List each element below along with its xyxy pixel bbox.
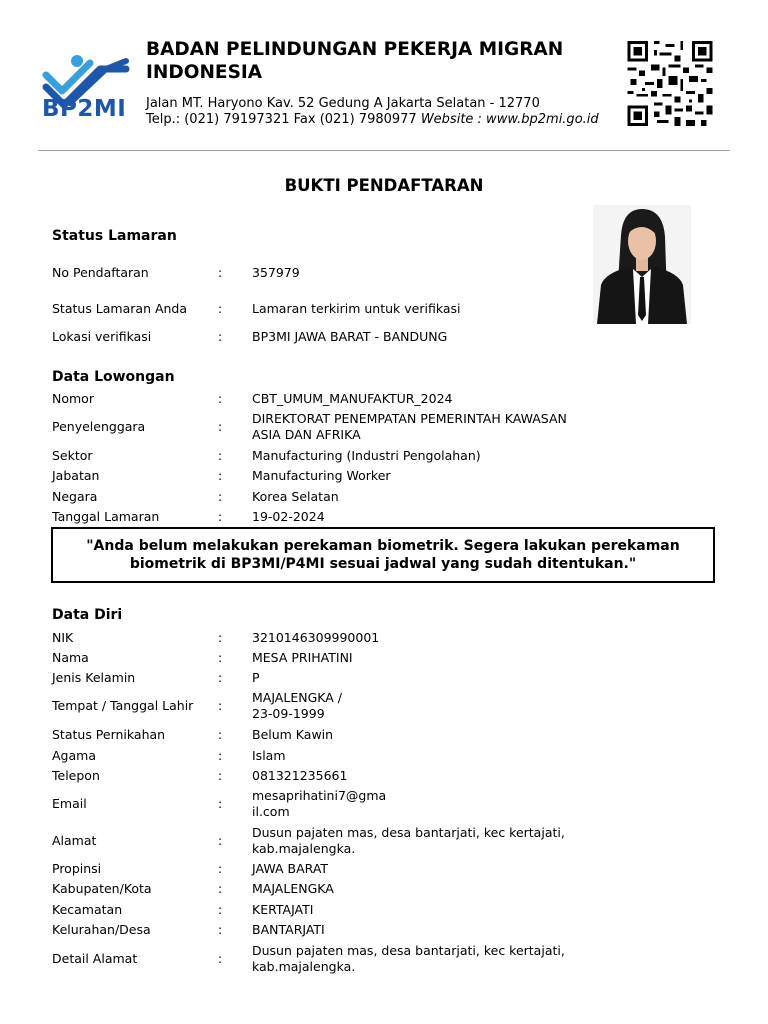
colon: : [218,902,223,917]
section-title-data-diri: Data Diri [52,607,123,623]
value: Korea Selatan [252,489,339,504]
colon: : [218,698,223,713]
colon: : [218,509,223,524]
biometric-notice: "Anda belum melakukan perekaman biometrik. Segera lakukan perekaman biometrik di BP3MI/P4MI sesuai jadwal yang sudah ditentukan." [51,527,715,583]
value: MAJALENGKA [252,881,334,896]
header-divider [38,150,730,151]
value: Dusun pajaten mas, desa bantarjati, kec kertajati, kab.majalengka. [252,943,565,974]
label: Jabatan [52,468,100,483]
organization-name: BADAN PELINDUNGAN PEKERJA MIGRAN INDONESIA [146,39,564,83]
value: P [252,670,260,685]
value: Manufacturing (Industri Pengolahan) [252,448,481,463]
value: KERTAJATI [252,902,314,917]
label: Email [52,796,87,811]
colon: : [218,861,223,876]
website: Website : www.bp2mi.go.id [420,112,599,127]
label: Kecamatan [52,902,123,917]
logo-text: BP2MI [42,96,127,122]
value: BANTARJATI [252,922,325,937]
value: mesaprihatini7@gmail.com [252,788,387,819]
value: 081321235661 [252,768,348,783]
colon: : [218,727,223,742]
value: Islam [252,748,286,763]
value: Lamaran terkirim untuk verifikasi [252,301,461,316]
colon: : [218,881,223,896]
label: NIK [52,630,74,645]
colon: : [218,329,223,344]
label: Agama [52,748,96,763]
label: Telepon [52,768,100,783]
colon: : [218,951,223,966]
value: 19-02-2024 [252,509,325,524]
colon: : [218,419,223,434]
letterhead [0,0,768,150]
colon: : [218,796,223,811]
colon: : [218,301,223,316]
value: MAJALENGKA / 23-09-1999 [252,690,342,721]
label: Nama [52,650,89,665]
label: Nomor [52,391,94,406]
person-photo-icon [593,205,691,324]
colon: : [218,768,223,783]
value: Manufacturing Worker [252,468,391,483]
colon: : [218,630,223,645]
value: 3210146309990001 [252,630,380,645]
value: Belum Kawin [252,727,334,742]
section-title-status-lamaran: Status Lamaran [52,228,177,244]
section-title-data-lowongan: Data Lowongan [52,369,175,385]
colon: : [218,833,223,848]
value: BP3MI JAWA BARAT - BANDUNG [252,329,448,344]
value: CBT_UMUM_MANUFAKTUR_2024 [252,391,453,406]
label: Kabupaten/Kota [52,881,152,896]
colon: : [218,748,223,763]
colon: : [218,448,223,463]
label: Lokasi verifikasi [52,329,152,344]
label: Tempat / Tanggal Lahir [52,698,194,713]
colon: : [218,650,223,665]
colon: : [218,922,223,937]
label: Sektor [52,448,93,463]
colon: : [218,468,223,483]
label: Negara [52,489,98,504]
colon: : [218,670,223,685]
label: Tanggal Lamaran [52,509,160,524]
label: Status Lamaran Anda [52,301,188,316]
label: Penyelenggara [52,419,146,434]
label: Detail Alamat [52,951,138,966]
colon: : [218,391,223,406]
document-title: BUKTI PENDAFTARAN [284,176,484,195]
colon: : [218,489,223,504]
organization-address [146,96,599,128]
label: Propinsi [52,861,102,876]
label: No Pendaftaran [52,265,149,280]
label: Kelurahan/Desa [52,922,151,937]
label: Alamat [52,833,97,848]
applicant-photo [593,205,691,324]
colon: : [218,265,223,280]
label: Jenis Kelamin [52,670,136,685]
value: JAWA BARAT [252,861,329,876]
contact-line [146,112,599,128]
address-line: Jalan MT. Haryono Kav. 52 Gedung A Jakarta Selatan - 12770 [146,96,540,111]
value: 357979 [252,265,300,280]
phone-fax: Telp.: (021) 79197321 Fax (021) 7980977 [146,112,421,127]
value: DIREKTORAT PENEMPATAN PEMERINTAH KAWASAN ASIA DAN AFRIKA [252,411,567,442]
qr-code-icon [626,41,714,126]
label: Status Pernikahan [52,727,166,742]
value: MESA PRIHATINI [252,650,353,665]
value: Dusun pajaten mas, desa bantarjati, kec kertajati, kab.majalengka. [252,825,565,856]
